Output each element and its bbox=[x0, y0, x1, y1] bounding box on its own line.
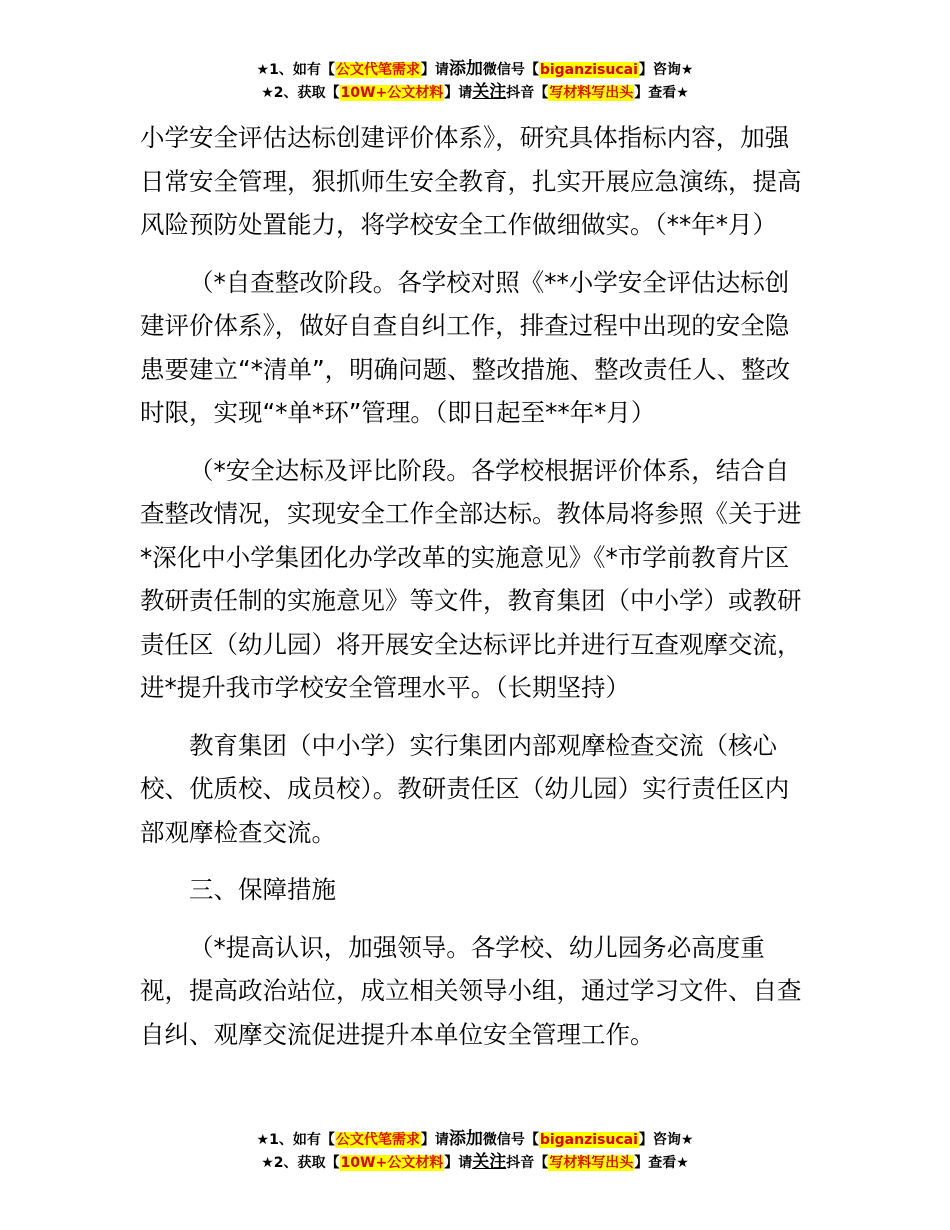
banner-text: 】请 bbox=[420, 1132, 449, 1148]
banner-text: 1、如有【 bbox=[269, 1132, 335, 1148]
highlight-materials: 10W+公文材料 bbox=[340, 1155, 444, 1171]
star-icon: ★ bbox=[261, 85, 274, 101]
paragraph-continuation: 小学安全评估达标创建评价体系》，研究具体指标内容，加强日常安全管理，狠抓师生安全教育，扎实开展应急演练，提高风险预防处置能力，将学校安全工作做细做实。（**年*月） bbox=[140, 123, 802, 239]
banner-text: 】咨询 bbox=[638, 62, 681, 78]
document-body bbox=[140, 116, 812, 1070]
star-icon: ★ bbox=[256, 62, 270, 78]
highlight-writing-service: 公文代笔需求 bbox=[335, 62, 420, 78]
star-icon: ★ bbox=[680, 62, 694, 78]
banner-line-1 bbox=[0, 58, 950, 81]
paragraph-self-check: （*自查整改阶段。各学校对照《**小学安全评估达标创建评价体系》，做好自查自纠工作，排查过程中出现的安全隐患要建立“*清单”，明确问题、整改措施、整改责任人、整改时限，实现“*单*环”管理。（即日起至**年*月） bbox=[140, 267, 791, 427]
highlight-writing-service: 公文代笔需求 bbox=[335, 1132, 420, 1148]
paragraph-leadership: （*提高认识，加强领导。各学校、幼儿园务必高度重视，提高政治站位，成立相关领导小组，通过学习文件、自查自纠、观摩交流促进提升本单位安全管理工作。 bbox=[140, 932, 802, 1049]
banner-line-1 bbox=[0, 1128, 950, 1151]
star-icon: ★ bbox=[676, 85, 689, 101]
banner-text: 抖音【 bbox=[506, 1155, 549, 1171]
banner-text: 】请 bbox=[444, 85, 473, 101]
star-icon: ★ bbox=[680, 1132, 694, 1148]
banner-text: 微信号【 bbox=[482, 1132, 539, 1148]
banner-text: 2、获取【 bbox=[273, 85, 340, 101]
banner-text-add: 添加 bbox=[448, 1129, 483, 1149]
banner-text: 】请 bbox=[420, 62, 449, 78]
paragraph-safety-standard: （*安全达标及评比阶段。各学校根据评价体系，结合自查整改情况，实现安全工作全部达标。教体局将参照《关于进*深化中小学集团化办学改革的实施意见》《*市学前教育片区教研责任制的实施意见》等文件，教育集团（中小学）或教研责任区（幼儿园）将开展安全达标评比并进行互查观摩交流，进*提升我市学校安全管理水平。（长期坚持） bbox=[140, 455, 802, 702]
highlight-wechat-id: biganzisucai bbox=[539, 62, 638, 78]
header-banner bbox=[0, 58, 950, 104]
banner-text-add: 添加 bbox=[448, 59, 483, 79]
highlight-materials: 10W+公文材料 bbox=[340, 85, 444, 101]
banner-text-follow: 关注 bbox=[472, 82, 507, 102]
star-icon: ★ bbox=[256, 1132, 270, 1148]
paragraph-education-group: 教育集团（中小学）实行集团内部观摩检查交流（核心校、优质校、成员校）。教研责任区（幼儿园）实行责任区内部观摩检查交流。 bbox=[140, 730, 790, 847]
highlight-douyin-account: 写材料写出头 bbox=[549, 1155, 634, 1171]
banner-text: 微信号【 bbox=[482, 62, 539, 78]
banner-text: 】查看 bbox=[634, 85, 677, 101]
banner-text: 1、如有【 bbox=[269, 62, 335, 78]
banner-text: 】请 bbox=[444, 1155, 473, 1171]
highlight-douyin-account: 写材料写出头 bbox=[549, 85, 634, 101]
star-icon: ★ bbox=[676, 1155, 689, 1171]
banner-text: 】查看 bbox=[634, 1155, 677, 1171]
banner-line-2 bbox=[0, 1151, 950, 1174]
highlight-wechat-id: biganzisucai bbox=[539, 1132, 638, 1148]
star-icon: ★ bbox=[261, 1155, 274, 1171]
banner-text: 抖音【 bbox=[506, 85, 549, 101]
banner-text-follow: 关注 bbox=[472, 1152, 507, 1172]
footer-banner bbox=[0, 1128, 950, 1174]
section-heading-safeguards: 三、保障措施 bbox=[189, 875, 336, 904]
banner-line-2 bbox=[0, 81, 950, 104]
banner-text: 】咨询 bbox=[638, 1132, 681, 1148]
banner-text: 2、获取【 bbox=[273, 1155, 340, 1171]
